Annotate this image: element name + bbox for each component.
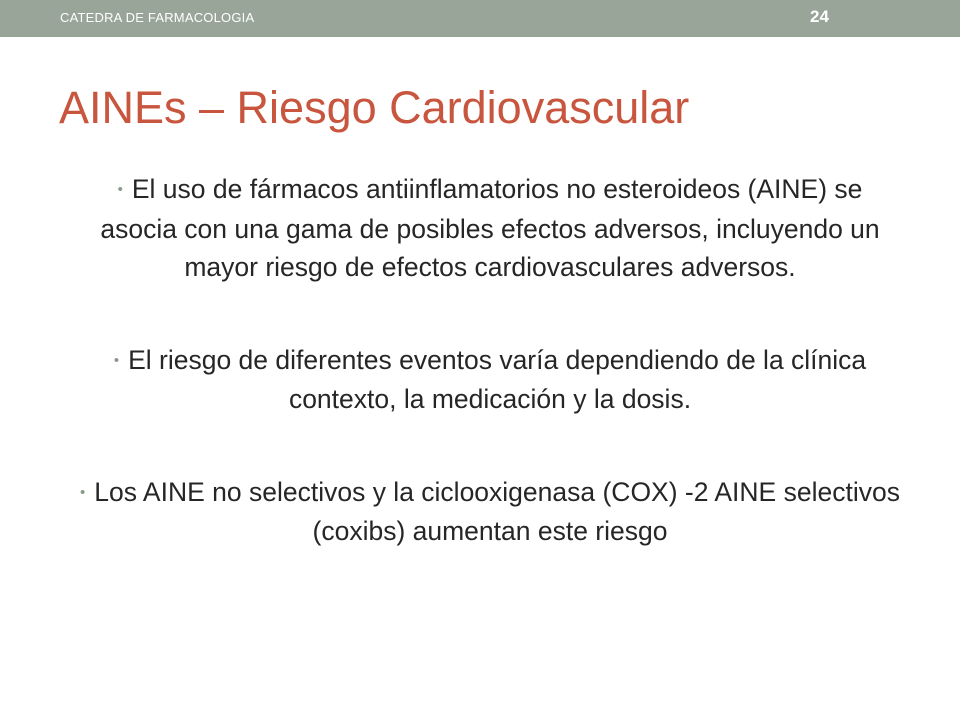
slide-number: 24 [810,7,829,26]
bullet-item [80,341,900,419]
bullet-marker-icon: • [117,181,123,198]
bullet-text: El uso de fármacos antiinflamatorios no esteroideos (AINE) se asocia con una gama de posibles efectos adversos, incluyendo un mayor riesgo de efectos cardiovasculares adversos. [100,174,880,282]
bullet-item [80,170,900,287]
bullet-marker-icon: • [113,351,120,369]
bullet-marker-icon: • [80,483,86,501]
header-bar [0,0,960,37]
slide-title: AINEs – Riesgo Cardiovascular [59,82,690,133]
course-label: CATEDRA DE FARMACOLOGIA [60,10,255,25]
bullet-text: Los AINE no selectivos y la ciclooxigenasa (COX) -2 AINE selectivos (coxibs) aumentan este riesgo [94,476,900,546]
bullet-list [80,170,900,551]
bullet-item [80,473,900,551]
bullet-text: El riesgo de diferentes eventos varía dependiendo de la clínica contexto, la medicación y la dosis. [128,344,867,414]
